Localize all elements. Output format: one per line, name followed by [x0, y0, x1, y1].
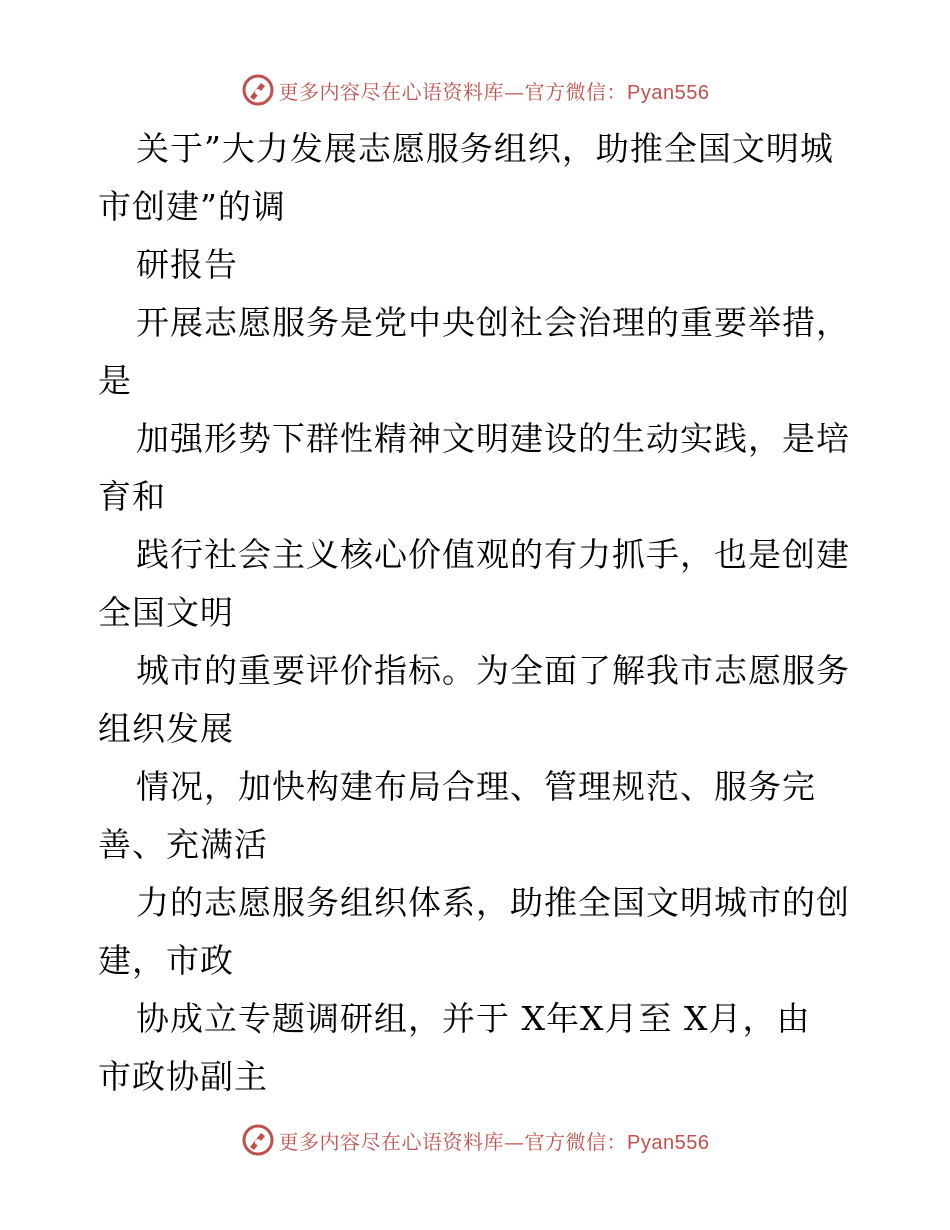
document-body — [98, 120, 858, 1106]
text-line: 全国文明 — [98, 593, 234, 632]
text-line: 建，市政 — [98, 941, 234, 980]
wechat-id: Pyan556 — [627, 81, 710, 104]
text-line: 情况，加快构建布局合理、管理规范、服务完 — [136, 767, 816, 806]
text-line: 加强形势下群性精神文明建设的生动实践，是培 — [136, 419, 850, 458]
text-line: 关于”大力发展志愿服务组织，助推全国文明城 — [136, 129, 834, 168]
text-line: 协成立专题调研组，并于 X年X月至 X月，由 — [136, 999, 811, 1038]
text-line: 育和 — [98, 477, 166, 516]
banner-text: 更多内容尽在心语资料库—官方微信：Pyan556 — [278, 1129, 710, 1154]
text-line: 市创建”的调 — [98, 187, 286, 226]
text-line: 市政协副主 — [98, 1057, 268, 1096]
banner-text: 更多内容尽在心语资料库—官方微信：Pyan556 — [278, 79, 710, 104]
text-line: 开展志愿服务是党中央创社会治理的重要举措， — [136, 303, 850, 342]
pen-logo-icon — [241, 1123, 275, 1157]
text-line: 力的志愿服务组织体系，助推全国文明城市的创 — [136, 883, 850, 922]
text-line: 城市的重要评价指标。为全面了解我市志愿服务 — [136, 651, 850, 690]
header-banner — [0, 70, 950, 110]
text-line: 组织发展 — [98, 709, 234, 748]
text-line: 善、充满活 — [98, 825, 268, 864]
text-line: 践行社会主义核心价值观的有力抓手，也是创建 — [136, 535, 850, 574]
pen-logo-icon — [241, 73, 275, 107]
text-line: 研报告 — [136, 245, 238, 284]
footer-banner — [0, 1120, 950, 1160]
text-line: 是 — [98, 361, 132, 400]
wechat-id: Pyan556 — [627, 1131, 710, 1154]
